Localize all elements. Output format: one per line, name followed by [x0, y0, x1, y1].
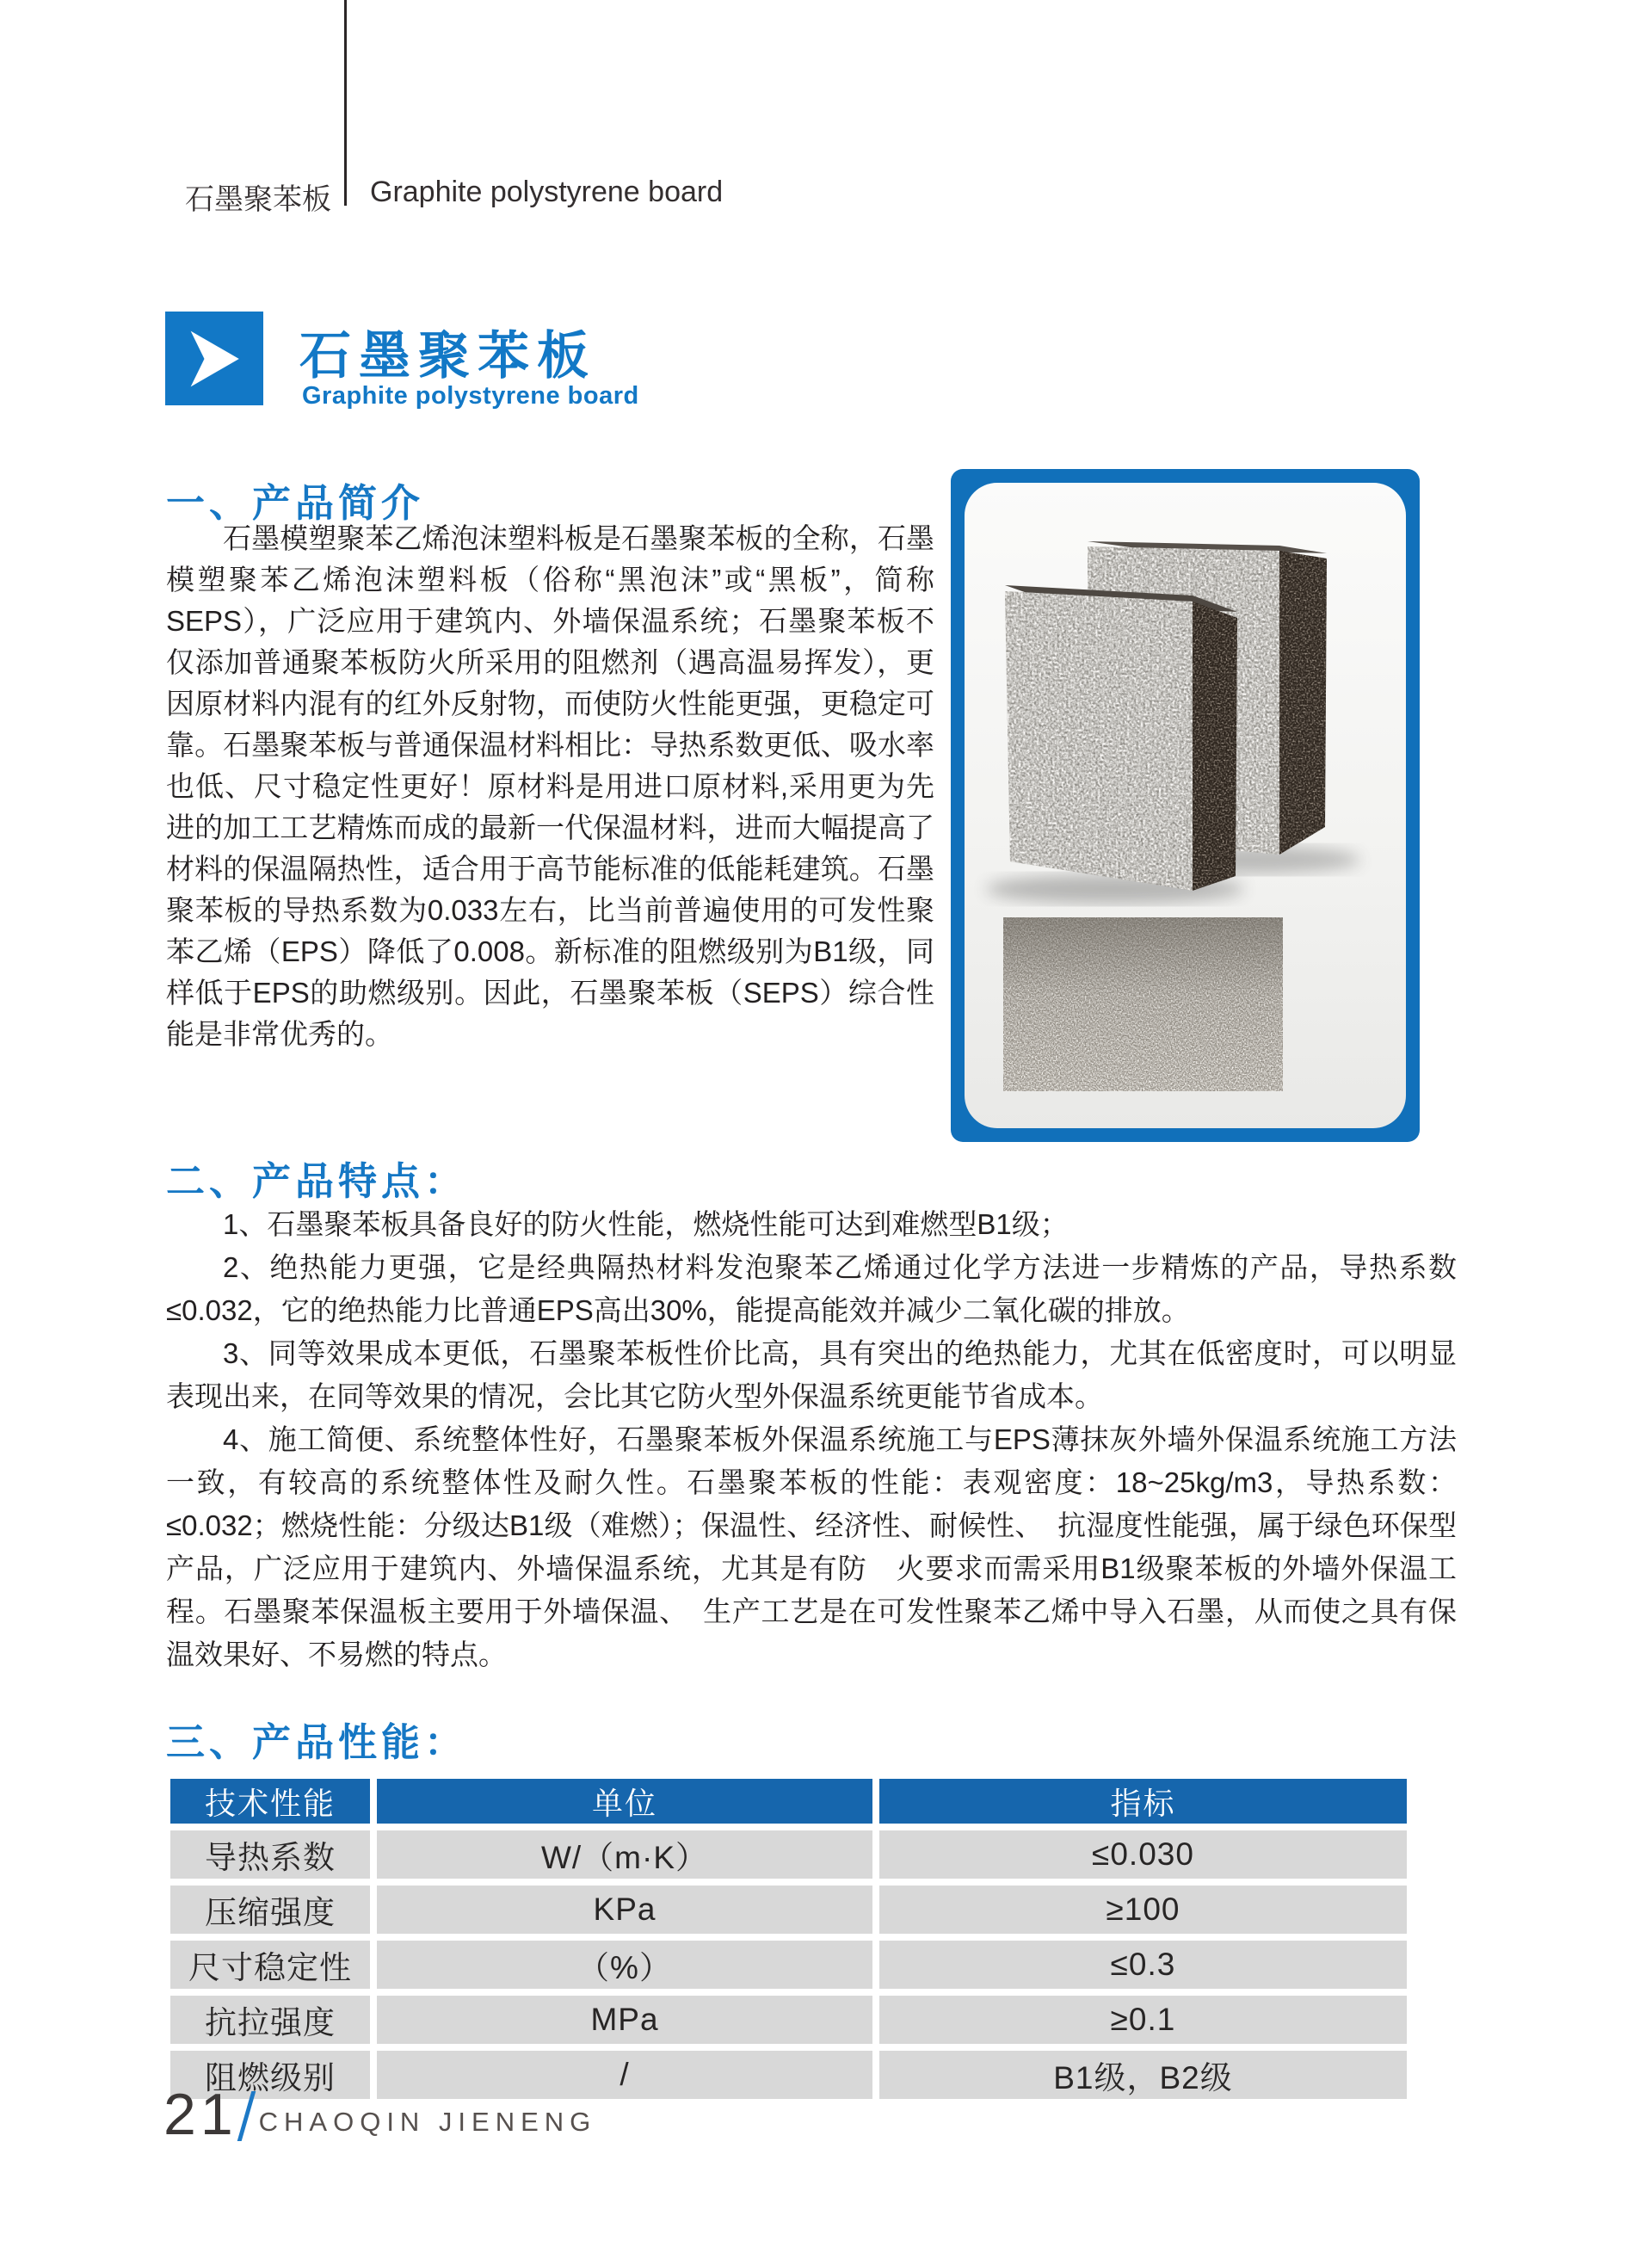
table-cell: W/（m·K）: [377, 1830, 872, 1879]
table-cell: （%）: [377, 1941, 872, 1989]
header-divider: [344, 0, 347, 206]
texture-closeup-photo: [1003, 917, 1283, 1091]
table-cell: 阻燃级别: [170, 2051, 370, 2099]
logo-block: [165, 312, 263, 405]
table-cell: B1级，B2级: [879, 2051, 1407, 2099]
performance-table: [170, 1779, 1407, 2099]
product-photo: [965, 483, 1406, 1128]
table-cell: MPa: [377, 1996, 872, 2044]
table-cell: /: [377, 2051, 872, 2099]
table-cell: ≤0.030: [879, 1830, 1407, 1879]
page-footer: [163, 2082, 597, 2147]
feature-item-3: 3、同等效果成本更低，石墨聚苯板性价比高，具有突出的绝热能力，尤其在低密度时，可以明显表现出来，在同等效果的情况，会比其它防火型外保温系统更能节省成本。: [166, 1337, 1457, 1412]
section-heading-performance: 三、产品性能：: [166, 1721, 468, 1764]
table-cell: ≥0.1: [879, 1996, 1407, 2044]
section-heading-intro: 一、产品简介: [166, 482, 425, 525]
right-arrow-icon: [183, 324, 245, 393]
page-subtitle: Graphite polystyrene board: [302, 382, 639, 410]
feature-item-2: 2、绝热能力更强，它是经典隔热材料发泡聚苯乙烯通过化学方法进一步精炼的产品，导热系数≤0.032，它的绝热能力比普通EPS高出30%，能提高能效并减少二氧化碳的排放。: [166, 1251, 1457, 1326]
running-header-en: Graphite polystyrene board: [370, 176, 724, 208]
intro-paragraph: 石墨模塑聚苯乙烯泡沫塑料板是石墨聚苯板的全称，石墨模塑聚苯乙烯泡沫塑料板（俗称“黑泡沫”或“黑板”，简称SEPS），广泛应用于建筑内、外墙保温系统；石墨聚苯板不仅添加普通聚苯板防火所采用的阻燃剂（遇高温易挥发），更因原材料内混有的红外反射物，而使防火性能更强，更稳定可靠。石墨聚苯板与普通保温材料相比：导热系数更低、吸水率也低、尺寸稳定性更好！原材料是用进口原材料,采用更为先进的加工工艺精炼而成的最新一代保温材料，进而大幅提高了材料的保温隔热性，适合用于高节能标准的低能耗建筑。石墨聚苯板的导热系数为0.033左右，比当前普遍使用的可发性聚苯乙烯（EPS）降低了0.008。新标准的阻燃级别为B1级，同样低于EPS的助燃级别。因此，石墨聚苯板（SEPS）综合性能是非常优秀的。: [166, 522, 934, 1050]
table-cell: 尺寸稳定性: [170, 1941, 370, 1989]
section-heading-features: 二、产品特点：: [166, 1160, 468, 1203]
running-header-zh: 石墨聚苯板: [185, 183, 331, 216]
page-number: 21: [163, 2082, 237, 2147]
table-cell: ≥100: [879, 1886, 1407, 1934]
table-header-property: 技术性能: [170, 1779, 370, 1824]
intro-paragraph-block: [166, 518, 934, 1055]
table-cell: KPa: [377, 1886, 872, 1934]
table-cell: 导热系数: [170, 1830, 370, 1879]
table-header-index: 指标: [879, 1779, 1407, 1824]
table-cell: 抗拉强度: [170, 1996, 370, 2044]
features-paragraph-block: [166, 1203, 1457, 1676]
table-cell: ≤0.3: [879, 1941, 1407, 1989]
product-photo-frame: [951, 469, 1420, 1142]
foam-board-illustration: [965, 483, 1406, 1128]
table-header-unit: 单位: [377, 1779, 872, 1824]
feature-item-1: 1、石墨聚苯板具备良好的防火性能，燃烧性能可达到难燃型B1级；: [223, 1208, 1069, 1240]
footer-brand: CHAOQIN JIENENG: [258, 2107, 597, 2137]
footer-slash-icon: [237, 2091, 256, 2141]
page-title: 石墨聚苯板: [299, 327, 596, 385]
table-cell: 压缩强度: [170, 1886, 370, 1934]
feature-item-4: 4、施工简便、系统整体性好，石墨聚苯板外保温系统施工与EPS薄抹灰外墙外保温系统施工方法一致，有较高的系统整体性及耐久性。石墨聚苯板的性能：表观密度：18~25kg/m3，导热系数：≤0.032；燃烧性能：分级达B1级（难燃）；保温性、经济性、耐候性、 抗湿度性能强，属于绿色环保型产品，广泛应用于建筑内、外墙保温系统，尤其是有防 火要求而需采用B1级聚苯板的外墙外保温工程。石墨聚苯保温板主要用于外墙保温、 生产工艺是在可发性聚苯乙烯中导入石墨，从而使之具有保温效果好、不易燃的特点。: [166, 1423, 1457, 1670]
foam-board-front: [1005, 585, 1237, 891]
